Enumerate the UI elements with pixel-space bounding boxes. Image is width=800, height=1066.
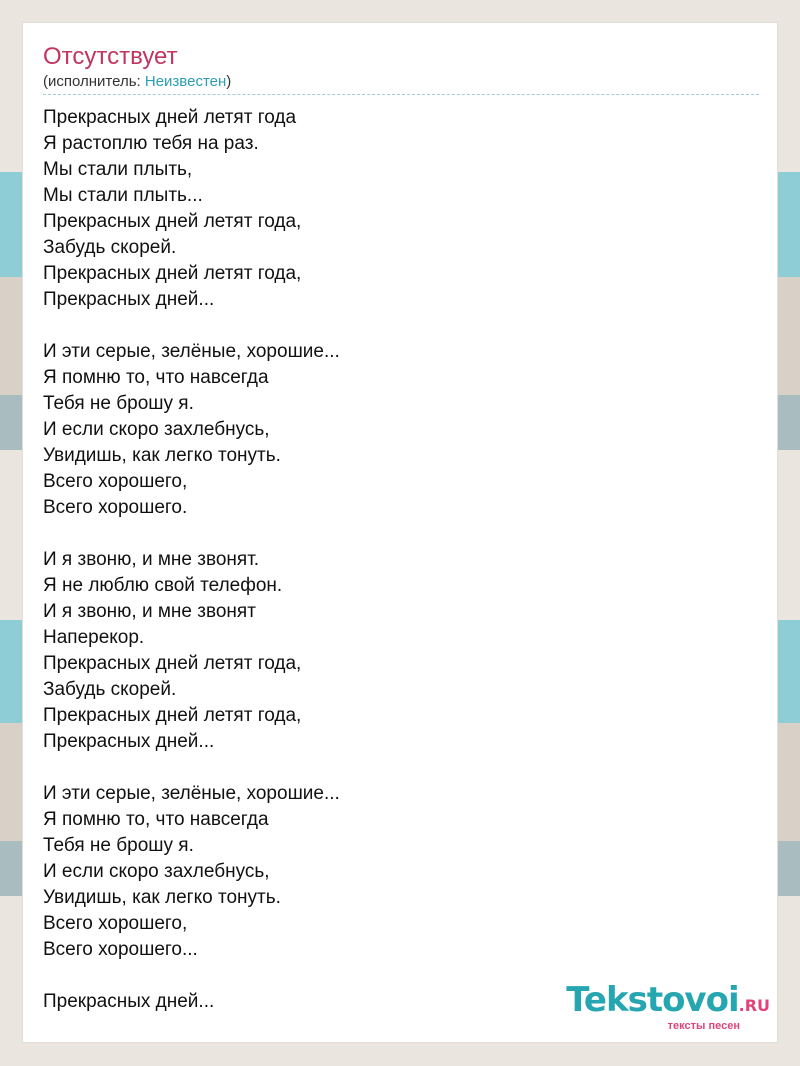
lyric-line: Всего хорошего. (43, 497, 188, 518)
lyric-line: И если скоро захлебнусь, (43, 419, 270, 440)
lyric-line: И если скоро захлебнусь, (43, 861, 270, 882)
lyric-line: Я не люблю свой телефон. (43, 575, 283, 596)
lyric-line: Прекрасных дней... (43, 289, 215, 310)
lyric-line: Прекрасных дней летят года, (43, 211, 302, 232)
lyric-line: Забудь скорей. (43, 237, 177, 258)
lyric-line: И я звоню, и мне звонят. (43, 549, 260, 570)
song-title: Отсутствует (43, 43, 178, 70)
lyric-line: Тебя не брошу я. (43, 835, 194, 856)
lyric-line: И эти серые, зелёные, хорошие... (43, 783, 340, 804)
lyric-line: Наперекор. (43, 627, 145, 648)
lyric-line: Мы стали плыть, (43, 159, 193, 180)
artist-line (43, 73, 231, 91)
lyric-line: Прекрасных дней летят года, (43, 653, 302, 674)
logo-tagline: тексты песен (667, 1020, 740, 1032)
lyric-line: Забудь скорей. (43, 679, 177, 700)
lyric-line: И я звоню, и мне звонят (43, 601, 256, 622)
lyric-line: Всего хорошего, (43, 913, 188, 934)
logo-tld: .RU (738, 996, 770, 1015)
lyric-line: Увидишь, как легко тонуть. (43, 445, 281, 466)
artist-prefix: (исполнитель: (43, 73, 145, 90)
lyric-line: Я помню то, что навсегда (43, 809, 269, 830)
stanza-break (43, 313, 759, 339)
artist-link[interactable]: Неизвестен (144, 73, 227, 90)
artist-suffix: ) (226, 73, 232, 90)
lyric-line: Тебя не брошу я. (43, 393, 194, 414)
lyric-line: Всего хорошего... (43, 939, 198, 960)
stanza-break (43, 521, 759, 547)
lyrics-text (43, 105, 759, 1015)
lyrics-card (22, 22, 778, 1043)
lyric-line: И эти серые, зелёные, хорошие... (43, 341, 340, 362)
lyric-line: Мы стали плыть... (43, 185, 203, 206)
lyric-line: Увидишь, как легко тонуть. (43, 887, 281, 908)
lyric-line: Прекрасных дней летят года (43, 107, 297, 128)
header-divider (43, 94, 759, 95)
lyric-line: Прекрасных дней летят года, (43, 263, 302, 284)
logo-main-text: Tekstovoi (566, 980, 739, 1020)
lyric-line: Я помню то, что навсегда (43, 367, 269, 388)
stanza-break (43, 755, 759, 781)
lyric-line: Прекрасных дней летят года, (43, 705, 302, 726)
lyric-line: Прекрасных дней... (43, 991, 215, 1012)
lyric-line: Всего хорошего, (43, 471, 188, 492)
site-logo[interactable] (550, 980, 770, 1050)
lyric-line: Я растоплю тебя на раз. (43, 133, 259, 154)
lyric-line: Прекрасных дней... (43, 731, 215, 752)
